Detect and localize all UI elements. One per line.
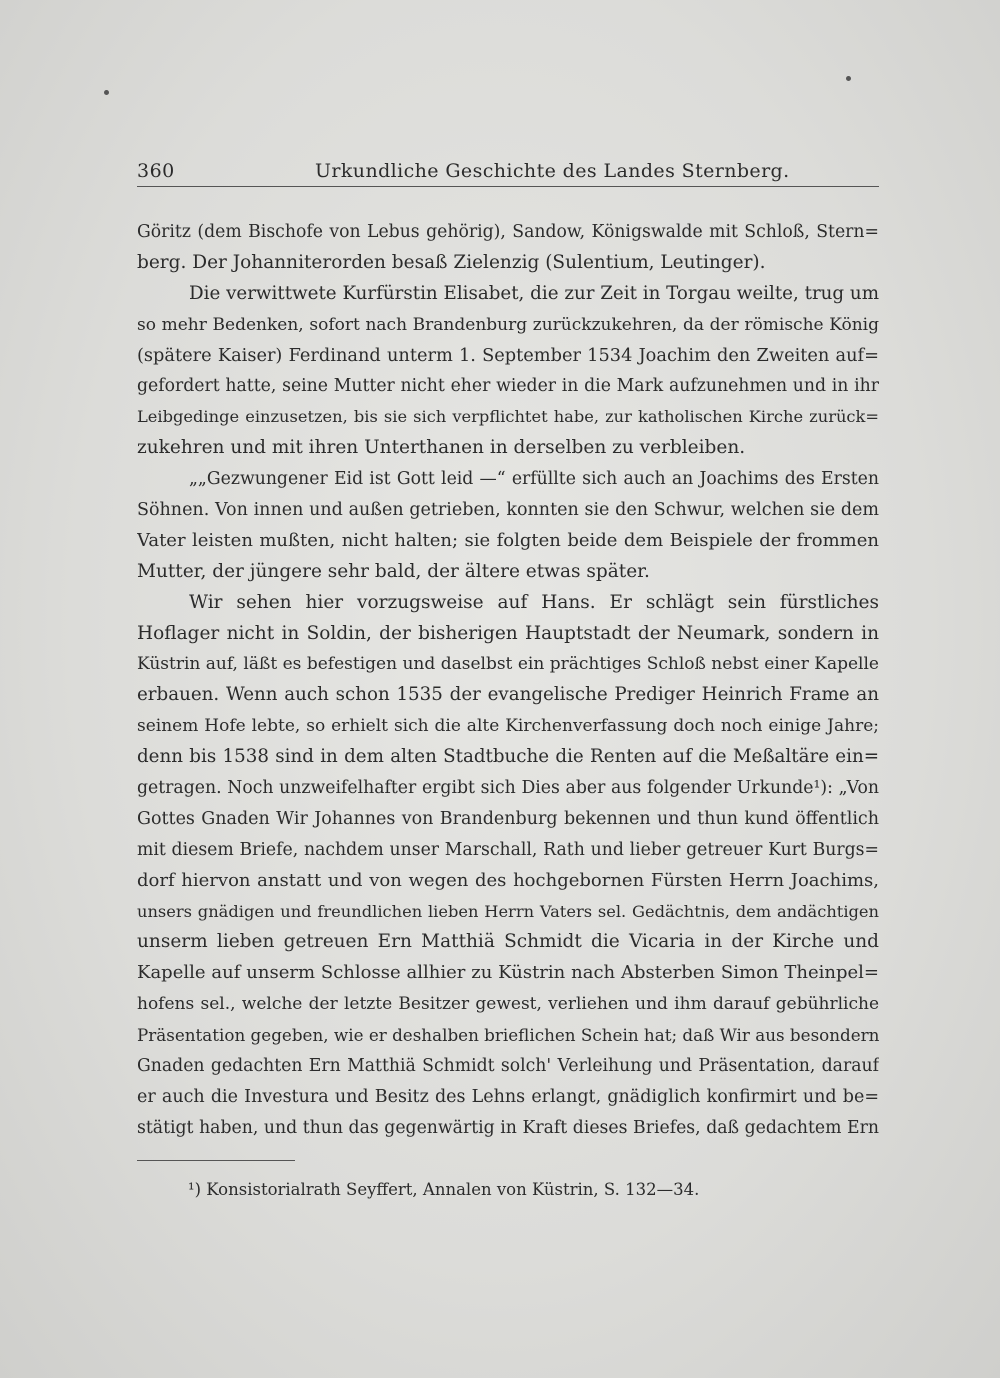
text-line: getragen. Noch unzweifelhafter ergibt sich Dies aber aus folgender Urkunde¹): „Von — [137, 778, 879, 799]
text-line: Göritz (dem Bischofe von Lebus gehörig), Sandow, Königswalde mit Schloß, Stern= — [137, 222, 879, 242]
paper-speck — [846, 76, 851, 81]
text-line: unsers gnädigen und freundlichen lieben Herrn Vaters sel. Gedächtnis, dem andächtigen — [137, 901, 879, 921]
text-line: zukehren und mit ihren Unterthanen in derselben zu verbleiben. — [137, 437, 746, 459]
text-line: berg. Der Johanniterorden besaß Zielenzig (Sulentium, Leutinger). — [137, 251, 766, 273]
text-line: „„Gezwungener Eid ist Gott leid —“ erfüllte sich auch an Joachims des Ersten — [189, 469, 879, 490]
text-line: hofens sel., welche der letzte Besitzer gewest, verliehen und ihm darauf gebührliche — [137, 994, 879, 1015]
running-title: Urkundliche Geschichte des Landes Sternberg. — [315, 160, 790, 182]
text-line: Gnaden gedachten Ern Matthiä Schmidt solch' Verleihung und Präsentation, darauf — [137, 1056, 879, 1077]
text-line: seinem Hofe lebte, so erhielt sich die alte Kirchenverfassung doch noch einige Jahre; — [137, 716, 879, 737]
header-rule — [137, 186, 879, 187]
text-line: so mehr Bedenken, sofort nach Brandenburg zurückzukehren, da der römische König — [137, 314, 879, 335]
text-line: erbauen. Wenn auch schon 1535 der evangelische Prediger Heinrich Frame an — [137, 684, 879, 706]
text-line: unserm lieben getreuen Ern Matthiä Schmidt die Vicaria in der Kirche und — [137, 931, 879, 953]
footnote: ¹) Konsistorialrath Seyffert, Annalen von Küstrin, S. 132—34. — [188, 1180, 700, 1199]
body-text — [137, 217, 879, 1144]
text-line: er auch die Investura und Besitz des Lehns erlangt, gnädiglich konfirmirt und be= — [137, 1086, 879, 1107]
text-line: dorf hiervon anstatt und von wegen des hochgebornen Fürsten Herrn Joachims, — [137, 869, 879, 891]
text-line: Gottes Gnaden Wir Johannes von Brandenburg bekennen und thun kund öffentlich — [137, 808, 879, 829]
text-line: Wir sehen hier vorzugsweise auf Hans. Er schlägt sein fürstliches — [189, 591, 879, 613]
text-line: Kapelle auf unserm Schlosse allhier zu Küstrin nach Absterben Simon Theinpel= — [137, 962, 879, 984]
text-line: (spätere Kaiser) Ferdinand unterm 1. September 1534 Joachim den Zweiten auf= — [137, 345, 879, 366]
text-line: Hoflager nicht in Soldin, der bisherigen Hauptstadt der Neumark, sondern in — [137, 622, 879, 644]
text-line: Mutter, der jüngere sehr bald, der ältere etwas später. — [137, 560, 650, 582]
text-line: Söhnen. Von innen und außen getrieben, konnten sie den Schwur, welchen sie dem — [137, 500, 879, 521]
page-header — [137, 150, 879, 190]
text-line: Küstrin auf, läßt es befestigen und daselbst ein prächtiges Schloß nebst einer Kapelle — [137, 654, 879, 675]
text-line: denn bis 1538 sind in dem alten Stadtbuche die Renten auf die Meßaltäre ein= — [137, 746, 879, 768]
text-line: Präsentation gegeben, wie er deshalben brieflichen Schein hat; daß Wir aus besondern — [137, 1025, 879, 1046]
text-line: Vater leisten mußten, nicht halten; sie folgten beide dem Beispiele der frommen — [137, 529, 879, 551]
text-line: stätigt haben, und thun das gegenwärtig in Kraft dieses Briefes, daß gedachtem Ern — [137, 1117, 879, 1138]
page-number: 360 — [137, 160, 175, 182]
text-line: Die verwittwete Kurfürstin Elisabet, die zur Zeit in Torgau weilte, trug um — [189, 282, 879, 304]
footnote-rule — [137, 1160, 295, 1161]
text-line: Leibgedinge einzusetzen, bis sie sich verpflichtet habe, zur katholischen Kirche zurück= — [137, 407, 879, 427]
text-line: gefordert hatte, seine Mutter nicht eher wieder in die Mark aufzunehmen und in ihr — [137, 376, 879, 397]
text-line: mit diesem Briefe, nachdem unser Marschall, Rath und lieber getreuer Kurt Burgs= — [137, 839, 879, 860]
paper-speck — [104, 90, 109, 95]
